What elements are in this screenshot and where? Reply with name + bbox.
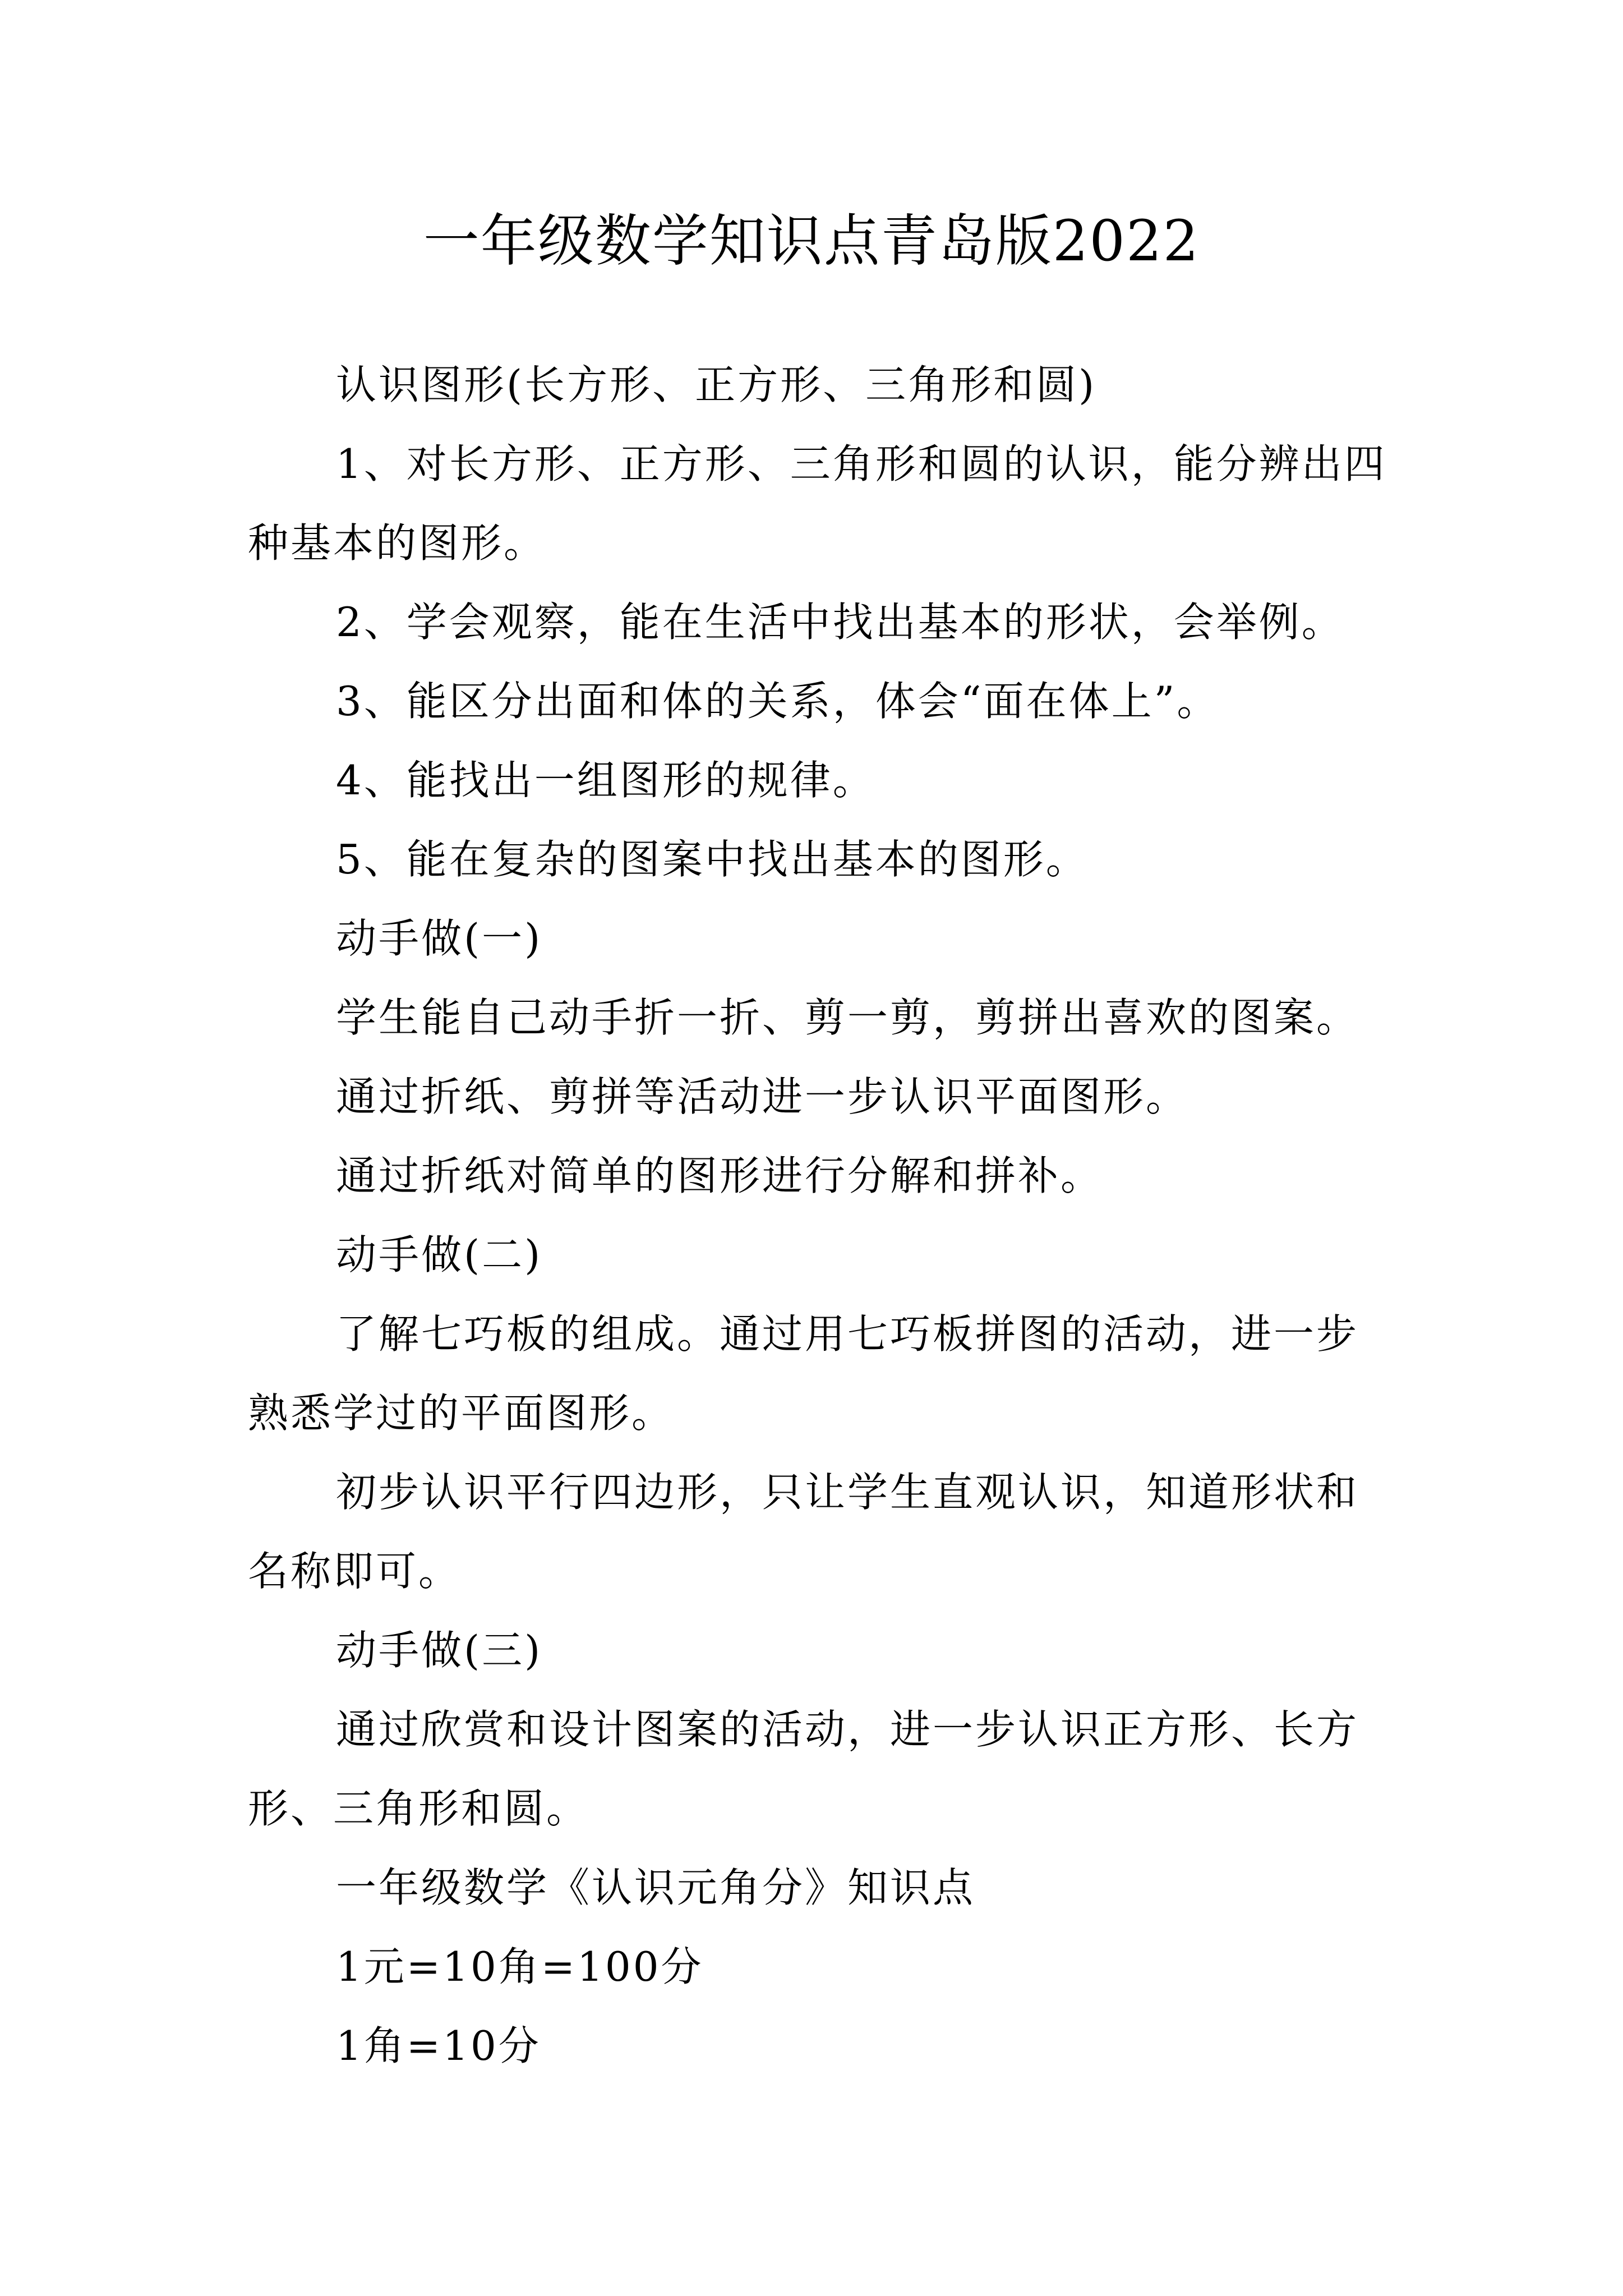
paragraph: 1角=10分 (336, 2022, 541, 2069)
section-heading-handson-1: 动手做(一) (336, 915, 543, 962)
list-item-5: 5、能在复杂的图案中找出基本的图形。 (336, 836, 1089, 883)
list-item-2: 2、学会观察，能在生活中找出基本的形状，会举例。 (336, 599, 1344, 646)
paragraph: 通过折纸、剪拼等活动进一步认识平面图形。 (336, 1073, 1189, 1120)
list-item-3: 3、能区分出面和体的关系，体会“面在体上”。 (336, 678, 1220, 725)
paragraph: 通过欣赏和设计图案的活动，进一步认识正方形、长方形、三角形和圆。 (248, 1706, 1359, 1832)
document-body (248, 346, 1392, 2086)
paragraph: 初步认识平行四边形，只让学生直观认识，知道形状和名称即可。 (248, 1469, 1359, 1595)
paragraph: 了解七巧板的组成。通过用七巧板拼图的活动，进一步熟悉学过的平面图形。 (248, 1310, 1359, 1437)
section-heading-handson-3: 动手做(三) (336, 1627, 543, 1674)
paragraph: 通过折纸对简单的图形进行分解和拼补。 (336, 1152, 1104, 1199)
paragraph: 1元=10角=100分 (336, 1943, 704, 1990)
document-title: 一年级数学知识点青岛版2022 (423, 208, 1200, 274)
paragraph: 学生能自己动手折一折、剪一剪，剪拼出喜欢的图案。 (336, 994, 1359, 1041)
list-item-1: 1、对长方形、正方形、三角形和圆的认识，能分辨出四种基本的图形。 (248, 440, 1387, 567)
section-heading-money: 一年级数学《认识元角分》知识点 (336, 1864, 976, 1911)
section-heading-handson-2: 动手做(二) (336, 1231, 543, 1278)
list-item-4: 4、能找出一组图形的规律。 (336, 757, 875, 804)
section-heading-shapes: 认识图形(长方形、正方形、三角形和圆) (336, 361, 1097, 408)
